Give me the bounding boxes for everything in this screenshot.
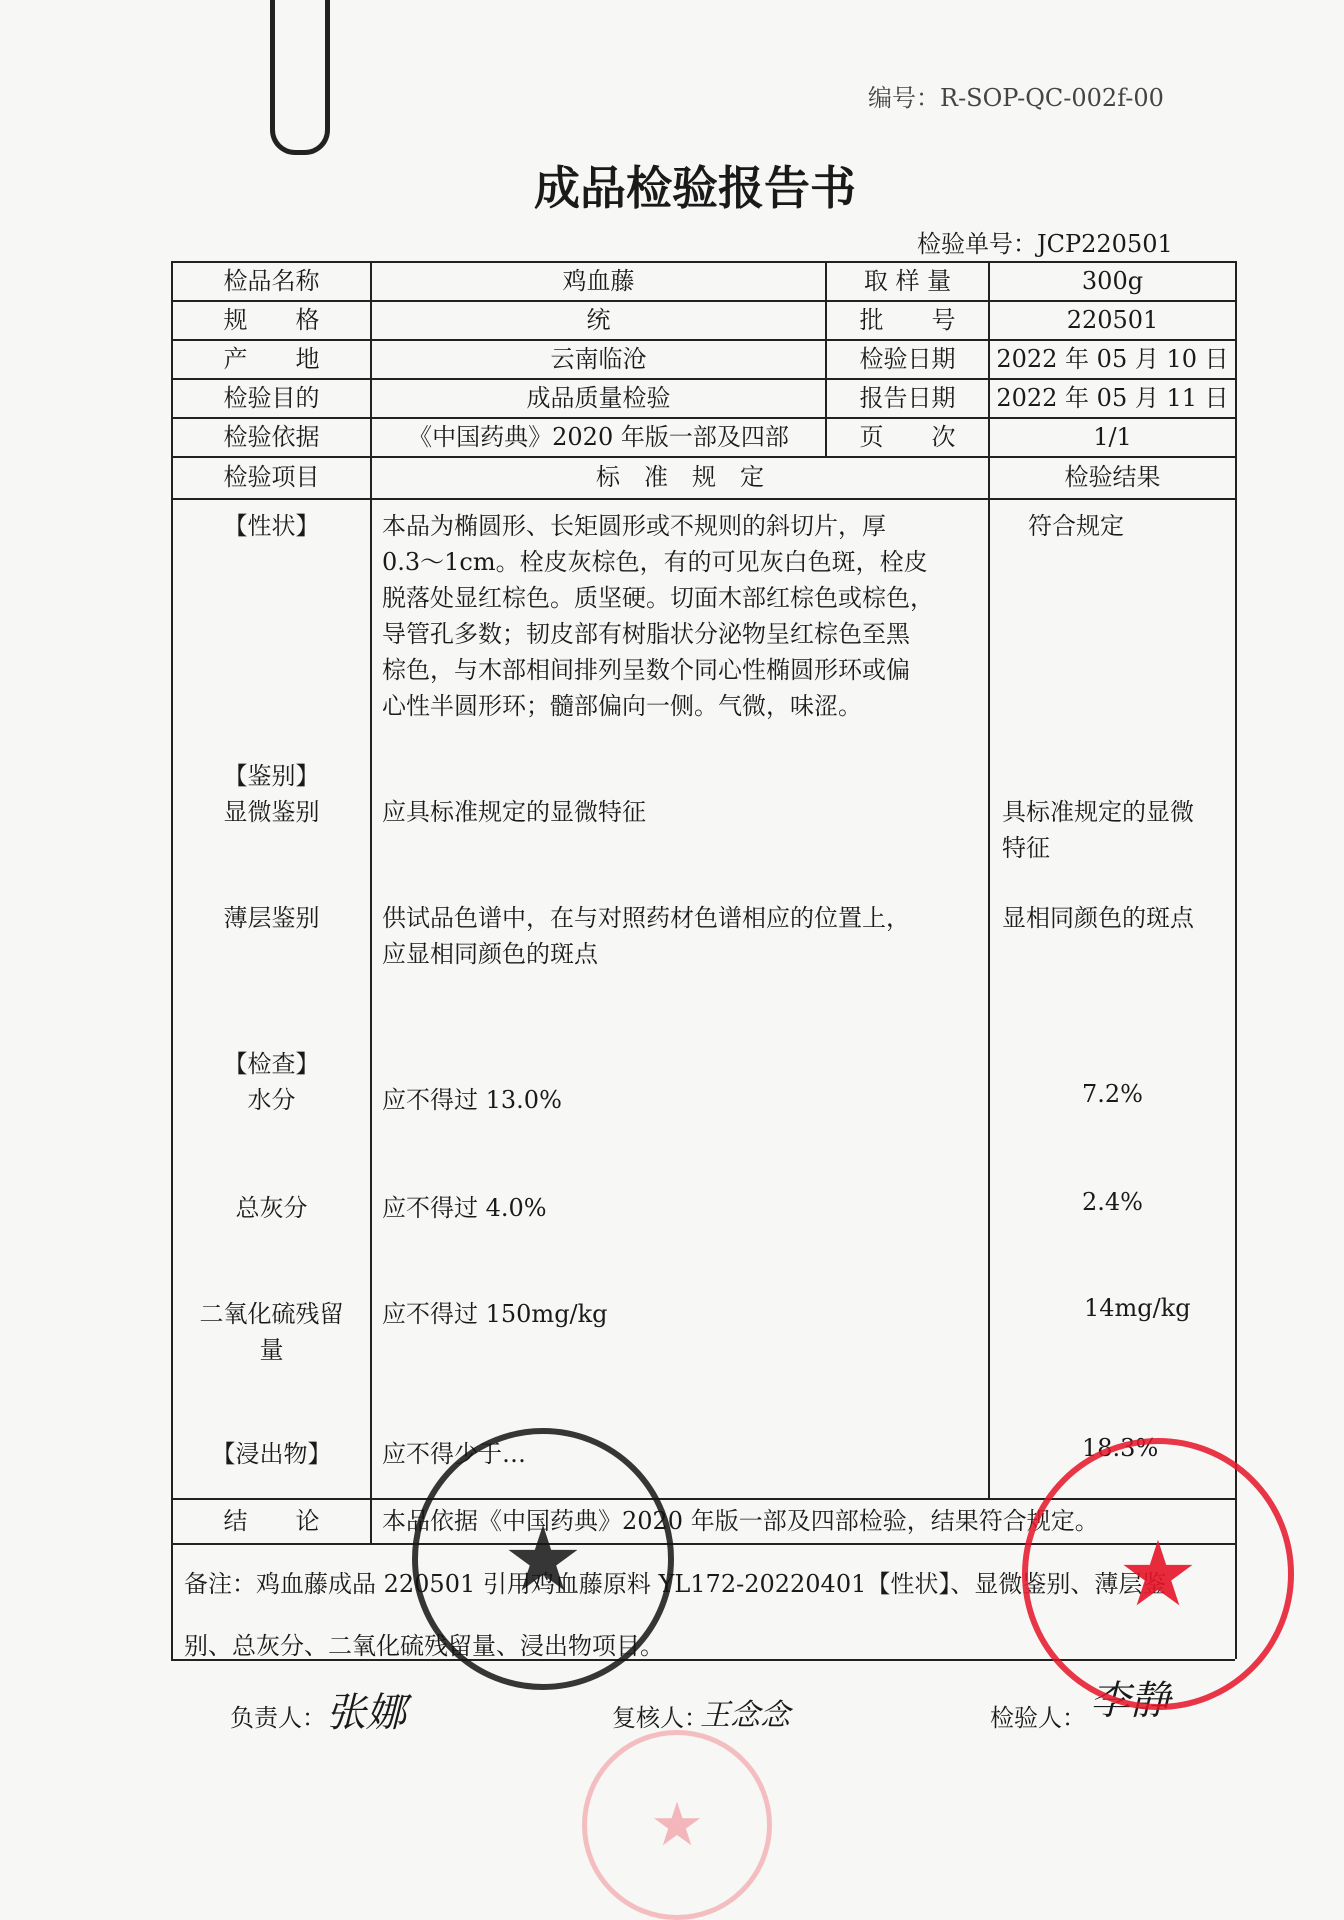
result-so2: 14mg/kg	[1084, 1294, 1191, 1322]
result-total-ash: 2.4%	[1082, 1188, 1143, 1216]
black-inspection-stamp	[412, 1428, 674, 1690]
label-moisture: 水分	[247, 1086, 296, 1114]
value-basis: 《中国药典》2020 年版一部及四部	[408, 423, 789, 451]
std-line: 本品为椭圆形、长矩圆形或不规则的斜切片，厚	[382, 512, 886, 540]
conclusion-text: 本品依据《中国药典》2020 年版一部及四部检验，结果符合规定。	[382, 1507, 1099, 1535]
label-spec: 规 格	[223, 306, 320, 334]
pink-quality-management-stamp	[582, 1730, 772, 1920]
value-purpose: 成品质量检验	[526, 384, 671, 412]
col-header-standard: 标 准 规 定	[596, 463, 764, 491]
label-sample-qty: 取 样 量	[863, 267, 952, 295]
result-microscopic-2: 特征	[1002, 834, 1050, 862]
result-extract: 18.3%	[1082, 1434, 1159, 1462]
result-moisture: 7.2%	[1082, 1080, 1143, 1108]
label-inspect-date: 检验日期	[859, 345, 956, 373]
star-icon: ★	[1117, 1521, 1199, 1627]
value-product-name: 鸡血藤	[562, 267, 635, 295]
label-reviewer: 复核人：	[612, 1704, 708, 1732]
std-line: 心性半圆形环；髓部偏向一侧。气微，味涩。	[382, 692, 862, 720]
std-tlc-2: 应显相同颜色的斑点	[382, 940, 598, 968]
report-title: 成品检验报告书	[534, 161, 856, 215]
value-batch: 220501	[1066, 306, 1159, 334]
label-so2: 二氧化硫残留	[199, 1300, 344, 1328]
star-icon: ★	[502, 1506, 584, 1612]
label-inspector: 检验人：	[990, 1704, 1086, 1732]
label-extract: 【浸出物】	[211, 1440, 332, 1468]
std-tlc: 供试品色谱中，在与对照药材色谱相应的位置上，	[382, 904, 910, 932]
document-code: 编号：R-SOP-QC-002f-00	[868, 84, 1164, 112]
label-conclusion: 结 论	[223, 1507, 320, 1535]
std-line: 导管孔多数；韧皮部有树脂状分泌物呈红棕色至黑	[382, 620, 910, 648]
std-line: 脱落处显红棕色。质坚硬。切面木部红棕色或棕色，	[382, 584, 934, 612]
std-line: 棕色，与木部相间排列呈数个同心性椭圆形环或偏	[382, 656, 910, 684]
red-quality-stamp	[1022, 1438, 1294, 1710]
label-identification: 【鉴别】	[223, 762, 320, 790]
label-responsible: 负责人：	[230, 1704, 326, 1732]
value-spec: 统	[586, 306, 611, 334]
label-so2-2: 量	[259, 1336, 284, 1364]
value-report-date: 2022 年 05 月 11 日	[996, 384, 1229, 412]
result-microscopic: 具标准规定的显微	[1002, 798, 1194, 826]
signature-inspector: 李静	[1090, 1678, 1170, 1724]
std-total-ash: 应不得过 4.0%	[382, 1194, 547, 1222]
note-line-1: 备注：鸡血藤成品 220501 引用鸡血藤原料 YL172-20220401【性状】、显微鉴别、薄层鉴	[184, 1570, 1167, 1598]
std-line: 0.3～1cm。栓皮灰棕色，有的可见灰白色斑，栓皮	[382, 548, 928, 576]
label-tlc: 薄层鉴别	[223, 904, 320, 932]
label-product-name: 检品名称	[223, 267, 320, 295]
signature-reviewer: 王念念	[700, 1698, 790, 1733]
std-microscopic: 应具标准规定的显微特征	[382, 798, 646, 826]
paper-clip	[270, 0, 330, 155]
label-basis: 检验依据	[223, 423, 320, 451]
label-page: 页 次	[859, 423, 956, 451]
value-inspect-date: 2022 年 05 月 10 日	[996, 345, 1229, 373]
label-total-ash: 总灰分	[235, 1194, 308, 1222]
label-characters: 【性状】	[223, 512, 320, 540]
result-characters: 符合规定	[1028, 512, 1124, 540]
std-moisture: 应不得过 13.0%	[382, 1086, 562, 1114]
label-inspection: 【检查】	[223, 1050, 320, 1078]
value-page: 1/1	[1093, 423, 1132, 451]
star-icon: ★	[650, 1790, 704, 1860]
report-number: 检验单号：JCP220501	[917, 230, 1173, 258]
result-tlc: 显相同颜色的斑点	[1002, 904, 1194, 932]
note-line-2: 别、总灰分、二氧化硫残留量、浸出物项目。	[184, 1632, 664, 1660]
value-origin: 云南临沧	[550, 345, 647, 373]
col-header-result: 检验结果	[1064, 463, 1161, 491]
signature-responsible: 张娜	[326, 1690, 406, 1736]
col-header-item: 检验项目	[223, 463, 320, 491]
label-batch: 批 号	[859, 306, 956, 334]
label-purpose: 检验目的	[223, 384, 320, 412]
std-extract: 应不得少于…	[382, 1440, 526, 1468]
label-microscopic: 显微鉴别	[223, 798, 320, 826]
label-report-date: 报告日期	[859, 384, 956, 412]
label-origin: 产 地	[223, 345, 320, 373]
std-characters	[382, 508, 934, 724]
std-so2: 应不得过 150mg/kg	[382, 1300, 608, 1328]
value-sample-qty: 300g	[1081, 267, 1144, 295]
